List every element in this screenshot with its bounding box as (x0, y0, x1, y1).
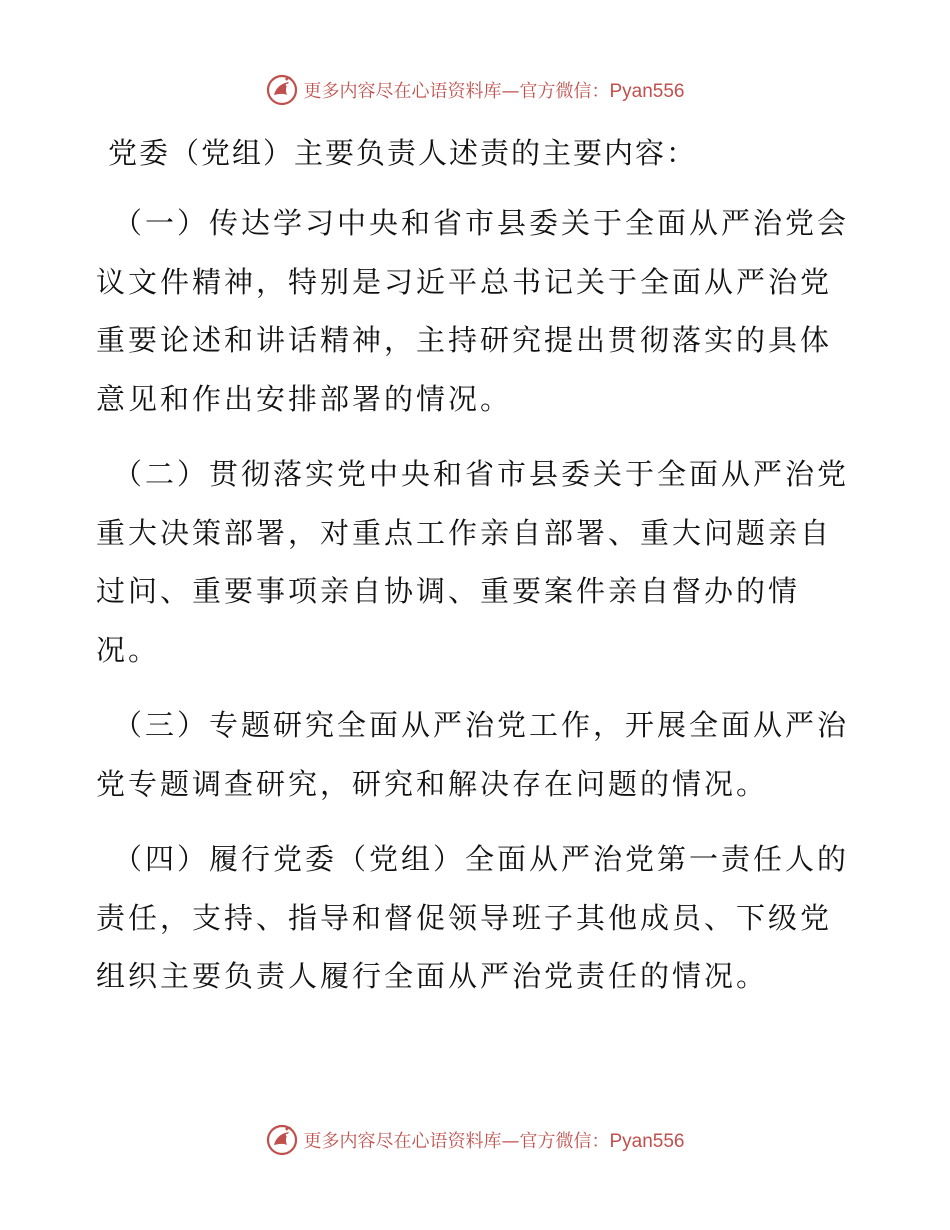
paragraph-4: （四）履行党委（党组）全面从严治党第一责任人的责任，支持、指导和督促领导班子其他成员、下级党组织主要负责人履行全面从严治党责任的情况。 (96, 842, 850, 993)
footer-watermark (0, 1120, 950, 1160)
document-heading: 党委（党组）主要负责人述责的主要内容： (108, 136, 698, 170)
watermark-text: 更多内容尽在心语资料库—官方微信：Pyan556 (303, 1131, 685, 1152)
paragraph-2: （二）贯彻落实党中央和省市县委关于全面从严治党重大决策部署，对重点工作亲自部署、重大问题亲自过问、重要事项亲自协调、重要案件亲自督办的情况。 (96, 457, 850, 667)
document-body (96, 124, 856, 1023)
paragraph-1: （一）传达学习中央和省市县委关于全面从严治党会议文件精神，特别是习近平总书记关于全面从严治党重要论述和讲话精神，主持研究提出贯彻落实的具体意见和作出安排部署的情况。 (96, 206, 850, 416)
rooster-logo-icon (265, 73, 299, 107)
rooster-logo-icon (265, 1123, 299, 1157)
watermark-text: 更多内容尽在心语资料库—官方微信：Pyan556 (303, 81, 685, 102)
header-watermark (0, 70, 950, 110)
paragraph-3: （三）专题研究全面从严治党工作，开展全面从严治党专题调查研究，研究和解决存在问题的情况。 (96, 708, 850, 801)
